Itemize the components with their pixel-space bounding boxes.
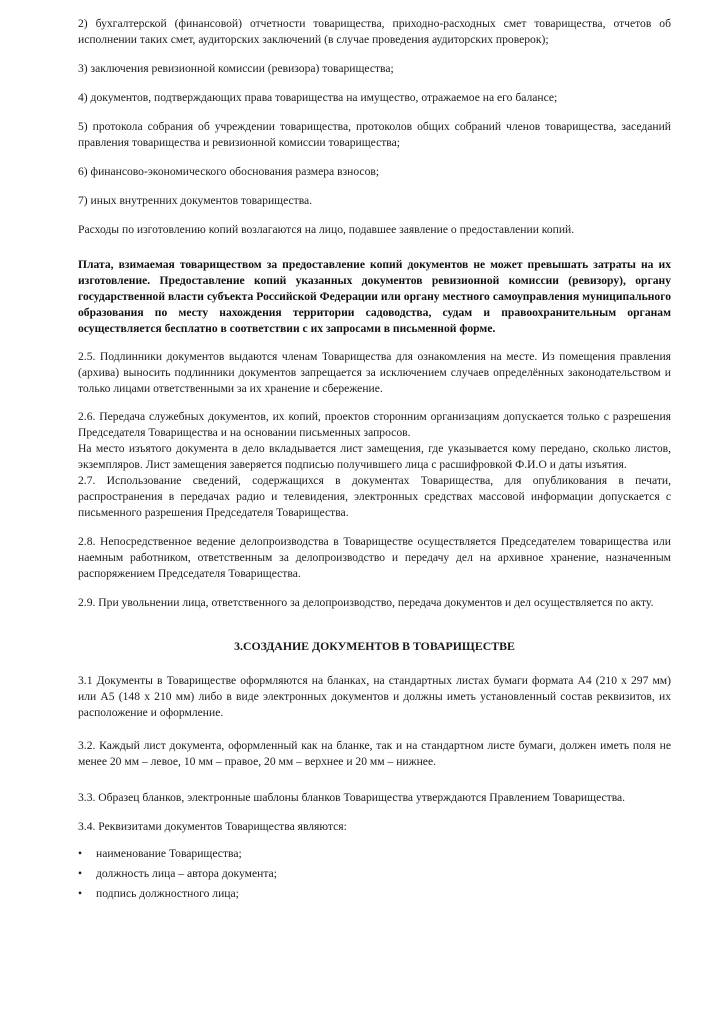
list-item-text: наименование Товарищества;: [96, 847, 242, 860]
paragraph-3-4: 3.4. Реквизитами документов Товарищества являются:: [78, 820, 347, 833]
paragraph-item-4: 4) документов, подтверждающих права товарищества на имущество, отражаемое на его балансе;: [78, 91, 558, 104]
paragraph-item-7: 7) иных внутренних документов товарищества.: [78, 194, 313, 207]
section-3-heading: 3.СОЗДАНИЕ ДОКУМЕНТОВ В ТОВАРИЩЕСТВЕ: [234, 639, 515, 653]
paragraph-2-8: 2.8. Непосредственное ведение делопроизводства в Товариществе осуществляется Председателем товарищества или наемным работником, ответственным за делопроизводство и передачу дел на архивное хранение, назначенным распоряжением Председателя Товарищества.: [78, 535, 671, 580]
list-item: [78, 846, 671, 862]
paragraph-3-2: 3.2. Каждый лист документа, оформленный как на бланке, так и на стандартном листе бумаги, должен иметь поля не менее 20 мм – левое, 10 мм – правое, 20 мм – верхнее и 20 мм – нижнее.: [78, 739, 671, 768]
paragraph-item-5: 5) протокола собрания об учреждении товарищества, протоколов общих собраний членов товарищества, заседаний правления товарищества и ревизионной комиссии товарищества;: [78, 120, 671, 149]
bullet-icon: •: [78, 887, 83, 900]
paragraph-2-7: 2.7. Использование сведений, содержащихся в документах Товарищества, для опубликования в печати, распространения в передачах радио и телевидения, электронных средствах массовой информации допускается с письменного разрешения Председателя Товарищества.: [78, 474, 671, 519]
paragraph-3-1: 3.1 Документы в Товариществе оформляются на бланках, на стандартных листах бумаги формата А4 (210 х 297 мм) или А5 (148 х 210 мм) либо в виде электронных документов и должны иметь установленный состав реквизитов, их расположение и оформление.: [78, 674, 671, 719]
bullet-icon: •: [78, 847, 83, 860]
requisites-list: [78, 846, 671, 902]
paragraph-replacement-sheet: На место изъятого документа в дело вкладывается лист замещения, где указывается кому передано, сколько листов, экземпляров. Лист замещения заверяется подписью получившего лица с расшифровкой Ф.И.О и даты изъятия.: [78, 442, 671, 471]
paragraph-3-3: 3.3. Образец бланков, электронные шаблоны бланков Товарищества утверждаются Правлением Товарищества.: [78, 791, 626, 804]
paragraph-fee-bold: Плата, взимаемая товариществом за предоставление копий документов не может превышать затраты на их изготовление. Предоставление копий указанных документов ревизионной комиссии (ревизору), органу государственной власти субъекта Российской Федерации или органу местного самоуправления муниципального образования по месту нахождения территории садоводства, судам и правоохранительным органам осуществляется бесплатно в соответствии с их запросами в письменной форме.: [78, 258, 671, 335]
paragraph-copy-costs: Расходы по изготовлению копий возлагаются на лицо, подавшее заявление о предоставлении копий.: [78, 223, 575, 236]
bullet-icon: •: [78, 867, 83, 880]
paragraph-2-6: 2.6. Передача служебных документов, их копий, проектов сторонним организациям допускается только с разрешения Председателя Товарищества и на основании письменных запросов.: [78, 410, 671, 439]
list-item-text: должность лица – автора документа;: [96, 867, 277, 880]
list-item: [78, 886, 671, 902]
list-item: [78, 866, 671, 882]
paragraph-item-3: 3) заключения ревизионной комиссии (ревизора) товарищества;: [78, 62, 394, 75]
paragraph-2-5: 2.5. Подлинники документов выдаются членам Товарищества для ознакомления на месте. Из помещения правления (архива) выносить подлинники документов запрещается за исключением случаев определённых законодательством и только лицами ответственными за их хранение и сбережение.: [78, 350, 671, 395]
paragraph-2-9: 2.9. При увольнении лица, ответственного за делопроизводство, передача документов и дел осуществляется по акту.: [78, 596, 654, 609]
paragraph-item-2: 2) бухгалтерской (финансовой) отчетности товарищества, приходно-расходных смет товарищества, отчетов об исполнении таких смет, аудиторских заключений (в случае проведения аудиторских проверок);: [78, 17, 671, 46]
paragraph-item-6: 6) финансово-экономического обоснования размера взносов;: [78, 165, 380, 178]
list-item-text: подпись должностного лица;: [96, 887, 239, 900]
